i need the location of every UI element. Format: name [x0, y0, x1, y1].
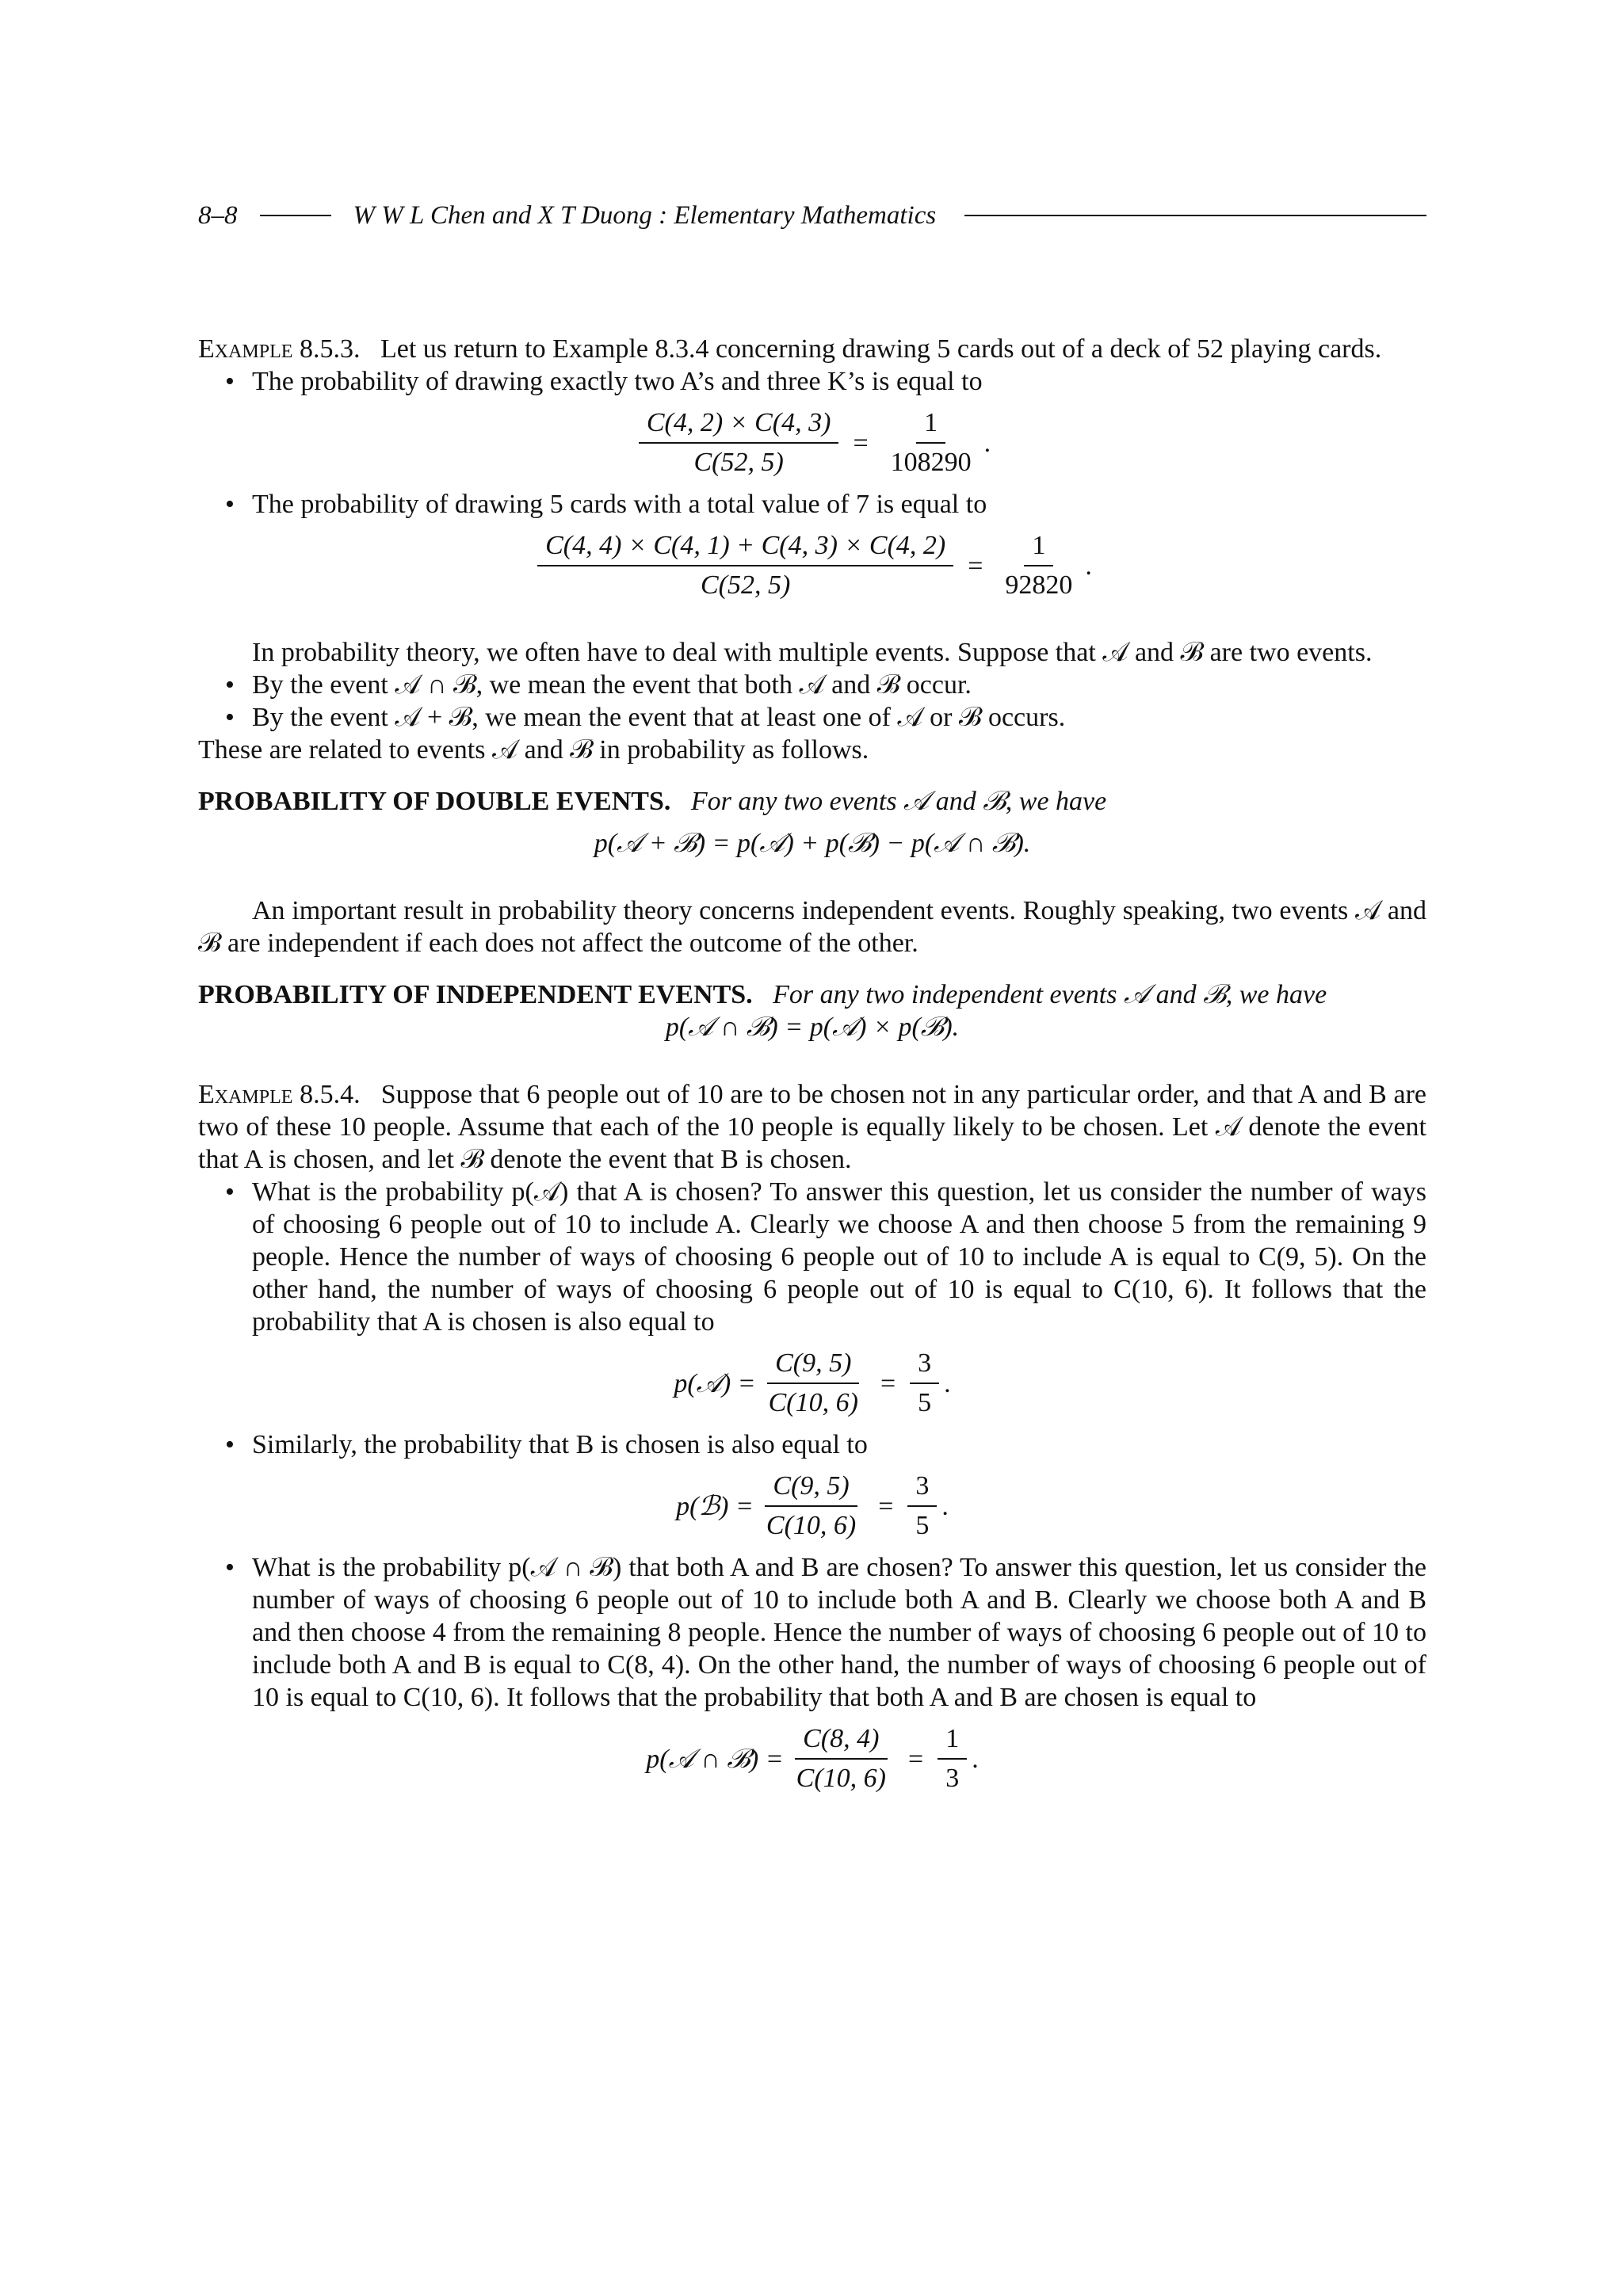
- example-8-5-3-list: [198, 365, 1426, 398]
- page-number: 8–8: [198, 200, 238, 230]
- equation: p(𝒜) = $\frac{C(9, 5)}{C(10, 6)}$ = $\frac{3}{5}$ .: [674, 1348, 951, 1417]
- theorem-heading: PROBABILITY OF DOUBLE EVENTS.: [198, 787, 671, 816]
- example-label: Example 8.5.3.: [198, 334, 361, 364]
- double-events-formula: p(𝒜 + ℬ) = p(𝒜) + p(ℬ) − p(𝒜 ∩ ℬ).: [594, 829, 1031, 858]
- numerator: 3: [910, 1348, 939, 1384]
- fraction: [639, 407, 839, 479]
- example-8-5-4-list-3: [198, 1551, 1426, 1714]
- denominator: C(10, 6): [768, 1388, 858, 1417]
- numerator: 1: [1024, 530, 1053, 566]
- equation-lhs: p(𝒜 ∩ ℬ) =: [646, 1744, 784, 1774]
- denominator: 3: [945, 1764, 960, 1793]
- fraction: [537, 530, 953, 601]
- independent-events-formula: p(𝒜 ∩ ℬ) = p(𝒜) × p(ℬ).: [665, 1013, 960, 1042]
- fraction: [997, 530, 1080, 601]
- header-rule-short: [260, 215, 331, 216]
- equation-lhs: p(𝒜) =: [674, 1368, 756, 1398]
- denominator: C(52, 5): [693, 448, 784, 477]
- example-8-5-4-list: [198, 1176, 1426, 1338]
- denominator: 92820: [1005, 570, 1073, 600]
- equation: $\frac{C(4, 2) \times C(4, 3)}{C(52, 5)}$ = $\frac{1}{108290}$ .: [198, 407, 1426, 479]
- numerator: 1: [916, 407, 945, 444]
- example-8-5-4-intro: [198, 1078, 1426, 1176]
- denominator: C(10, 6): [766, 1511, 857, 1540]
- example-intro-text: Suppose that 6 people out of 10 are to be chosen not in any particular order, and that A and B are two of these 10 people. Assume that each of the 10 people is equally likely to be chosen. Let 𝒜 denote the event that A is chosen, and let ℬ denote the event that B is chosen.: [198, 1080, 1427, 1174]
- denominator: 5: [918, 1388, 932, 1417]
- running-title: W W L Chen and X T Duong : Elementary Mathematics: [353, 200, 937, 230]
- equation: $\frac{C(4, 4) \times C(4, 1) + C(4, 3) \times C(4, 2)}{C(52, 5)}$ = $\frac{1}{92820}$ .: [198, 530, 1426, 601]
- list-item: • The probability of drawing 5 cards with a total value of 7 is equal to: [198, 488, 1426, 521]
- multiple-events-intro: In probability theory, we often have to deal with multiple events. Suppose that 𝒜 and ℬ are two events.: [252, 638, 1373, 667]
- multiple-events-closing: These are related to events 𝒜 and ℬ in probability as follows.: [198, 735, 869, 765]
- example-label: Example 8.5.4.: [198, 1080, 361, 1109]
- theorem-statement: For any two events 𝒜 and ℬ, we have: [690, 787, 1107, 816]
- fraction: [761, 1348, 866, 1419]
- multiple-events-list: [198, 669, 1426, 734]
- numerator: C(8, 4): [795, 1723, 887, 1760]
- denominator: C(10, 6): [796, 1764, 886, 1793]
- theorem-heading: PROBABILITY OF INDEPENDENT EVENTS.: [198, 980, 753, 1009]
- equation: p(ℬ) = $\frac{C(9, 5)}{C(10, 6)}$ = $\frac{3}{5}$ .: [676, 1471, 949, 1540]
- denominator: C(52, 5): [700, 570, 791, 600]
- list-item: • The probability of drawing exactly two A’s and three K’s is equal to: [198, 365, 1426, 398]
- equation: p(𝒜 ∩ ℬ) = $\frac{C(8, 4)}{C(10, 6)}$ = $\frac{1}{3}$ .: [646, 1724, 979, 1793]
- list-item: • What is the probability p(𝒜 ∩ ℬ) that both A and B are chosen? To answer this question, let us consider the number of ways of choosing 6 people out of 10 to include both A and B. Clearly we choose both A and B and then choose 4 from the remaining 8 people. Hence the number of ways of choosing 6 people out of 10 to include both A and B is equal to C(8, 4). On the other hand, the number of ways of choosing 6 people out of 10 is equal to C(10, 6). It follows that the probability that both A and B are chosen is equal to: [198, 1551, 1426, 1714]
- independent-events-intro: An important result in probability theory concerns independent events. Roughly speaking, two events 𝒜 and ℬ are independent if each does not affect the outcome of the other.: [198, 896, 1426, 958]
- header-rule-long: [964, 215, 1426, 216]
- numerator: C(4, 2) × C(4, 3): [639, 407, 839, 444]
- fraction: [938, 1723, 967, 1794]
- example-8-5-3-list-2: [198, 488, 1426, 521]
- list-item: • By the event 𝒜 ∩ ℬ, we mean the event that both 𝒜 and ℬ occur.: [198, 669, 1426, 701]
- list-item: • What is the probability p(𝒜) that A is chosen? To answer this question, let us consider the number of ways of choosing 6 people out of 10 to include A. Clearly we choose A and then choose 5 from the remaining 9 people. Hence the number of ways of choosing 6 people out of 10 to include A is equal to C(9, 5). On the other hand, the number of ways of choosing 6 people out of 10 is equal to C(10, 6). It follows that the probability that A is chosen is also equal to: [198, 1176, 1426, 1338]
- double-events-theorem: [198, 785, 1426, 818]
- denominator: 108290: [890, 448, 972, 477]
- numerator: C(4, 4) × C(4, 1) + C(4, 3) × C(4, 2): [537, 530, 953, 566]
- numerator: C(9, 5): [765, 1470, 857, 1507]
- list-item: • By the event 𝒜 + ℬ, we mean the event that at least one of 𝒜 or ℬ occurs.: [198, 701, 1426, 734]
- example-intro-text: Let us return to Example 8.3.4 concerning drawing 5 cards out of a deck of 52 playing cards.: [380, 334, 1382, 364]
- fraction: [907, 1470, 937, 1542]
- numerator: C(9, 5): [767, 1348, 859, 1384]
- running-header: [198, 200, 1426, 231]
- theorem-statement: For any two independent events 𝒜 and ℬ, we have: [773, 980, 1327, 1009]
- page-content: [198, 333, 1426, 1794]
- equation-lhs: p(ℬ) =: [676, 1491, 754, 1521]
- fraction: [910, 1348, 939, 1419]
- fraction: [883, 407, 980, 479]
- list-item: • Similarly, the probability that B is chosen is also equal to: [198, 1428, 1426, 1461]
- fraction: [789, 1723, 894, 1794]
- numerator: 1: [938, 1723, 967, 1760]
- example-8-5-4-list-2: [198, 1428, 1426, 1461]
- example-8-5-3-intro: [198, 333, 1426, 365]
- independent-events-theorem: [198, 978, 1426, 1011]
- denominator: 5: [915, 1511, 930, 1540]
- numerator: 3: [907, 1470, 937, 1507]
- fraction: [758, 1470, 864, 1542]
